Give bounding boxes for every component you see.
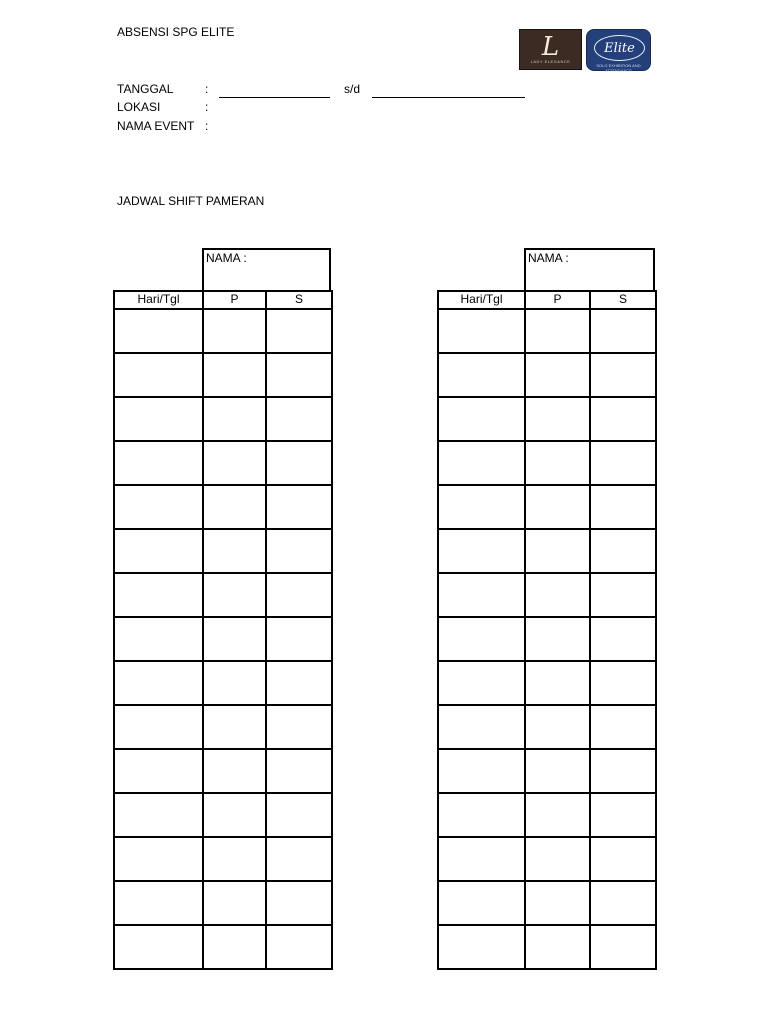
table-cell[interactable] — [590, 617, 656, 661]
table-row — [114, 353, 332, 397]
table-cell[interactable] — [525, 485, 590, 529]
table-row — [438, 485, 656, 529]
name-box-left[interactable] — [202, 248, 331, 292]
elite-logo-icon — [586, 29, 651, 71]
table-cell[interactable] — [114, 529, 203, 573]
field-colon-tanggal: : — [205, 82, 209, 96]
table-cell[interactable] — [525, 881, 590, 925]
table-cell[interactable] — [525, 749, 590, 793]
table-cell[interactable] — [590, 529, 656, 573]
column-header-left-0: Hari/Tgl — [114, 291, 203, 309]
table-row — [438, 925, 656, 969]
table-row — [438, 881, 656, 925]
table-row — [114, 705, 332, 749]
table-row — [438, 793, 656, 837]
table-cell[interactable] — [114, 749, 203, 793]
table-cell[interactable] — [590, 353, 656, 397]
table-cell[interactable] — [266, 705, 332, 749]
table-cell[interactable] — [266, 661, 332, 705]
table-row — [438, 529, 656, 573]
table-row — [114, 397, 332, 441]
table-cell[interactable] — [525, 353, 590, 397]
table-cell[interactable] — [203, 793, 266, 837]
table-cell[interactable] — [114, 925, 203, 969]
field-colon-nama-event: : — [205, 119, 209, 133]
table-cell[interactable] — [203, 617, 266, 661]
column-header-right-0: Hari/Tgl — [438, 291, 525, 309]
table-cell[interactable] — [525, 529, 590, 573]
table-row — [438, 837, 656, 881]
header-row-left — [114, 291, 332, 309]
table-cell[interactable] — [114, 441, 203, 485]
table-row — [438, 353, 656, 397]
table-cell[interactable] — [590, 397, 656, 441]
name-box-right[interactable] — [524, 248, 655, 292]
table-cell[interactable] — [525, 925, 590, 969]
table-cell[interactable] — [438, 705, 525, 749]
table-cell[interactable] — [203, 749, 266, 793]
table-cell[interactable] — [203, 881, 266, 925]
table-cell[interactable] — [203, 925, 266, 969]
field-label-tanggal: TANGGAL — [117, 82, 174, 96]
table-cell[interactable] — [114, 705, 203, 749]
elite-logo-tagline: SOLO EXHIBITION AND ATTENDANCE — [596, 63, 641, 73]
table-cell[interactable] — [266, 353, 332, 397]
table-cell[interactable] — [266, 793, 332, 837]
table-cell[interactable] — [114, 837, 203, 881]
header-row-right — [438, 291, 656, 309]
table-cell[interactable] — [266, 441, 332, 485]
table-row — [114, 617, 332, 661]
table-cell[interactable] — [203, 529, 266, 573]
table-row — [114, 441, 332, 485]
table-cell[interactable] — [525, 441, 590, 485]
table-cell[interactable] — [114, 617, 203, 661]
table-cell[interactable] — [590, 837, 656, 881]
table-cell[interactable] — [590, 573, 656, 617]
table-cell[interactable] — [590, 705, 656, 749]
table-cell[interactable] — [438, 617, 525, 661]
name-label-left: NAMA : — [206, 251, 247, 265]
table-row — [114, 837, 332, 881]
table-cell[interactable] — [266, 309, 332, 353]
table-row — [114, 661, 332, 705]
table-cell[interactable] — [266, 925, 332, 969]
table-cell[interactable] — [438, 397, 525, 441]
column-header-left-1: P — [203, 291, 266, 309]
table-cell[interactable] — [438, 353, 525, 397]
table-cell[interactable] — [590, 925, 656, 969]
field-colon-lokasi: : — [205, 100, 209, 114]
table-cell[interactable] — [590, 881, 656, 925]
table-row — [438, 749, 656, 793]
table-row — [114, 573, 332, 617]
table-cell[interactable] — [438, 793, 525, 837]
table-cell[interactable] — [203, 573, 266, 617]
table-cell[interactable] — [114, 573, 203, 617]
table-row — [114, 793, 332, 837]
lady-logo-letter: L — [541, 32, 560, 62]
table-cell[interactable] — [590, 749, 656, 793]
table-cell[interactable] — [266, 397, 332, 441]
field-label-nama-event: NAMA EVENT — [117, 119, 195, 133]
document-title: ABSENSI SPG ELITE — [117, 25, 235, 39]
table-cell[interactable] — [114, 397, 203, 441]
table-cell[interactable] — [590, 485, 656, 529]
table-cell[interactable] — [525, 309, 590, 353]
table-cell[interactable] — [266, 881, 332, 925]
table-cell[interactable] — [266, 529, 332, 573]
table-cell[interactable] — [266, 749, 332, 793]
table-cell[interactable] — [525, 397, 590, 441]
table-cell[interactable] — [203, 705, 266, 749]
table-cell[interactable] — [266, 573, 332, 617]
column-header-right-1: P — [525, 291, 590, 309]
table-row — [438, 661, 656, 705]
table-row — [438, 705, 656, 749]
table-cell[interactable] — [590, 793, 656, 837]
table-cell[interactable] — [525, 837, 590, 881]
table-cell[interactable] — [590, 441, 656, 485]
shift-table-right — [437, 290, 657, 970]
table-cell[interactable] — [203, 353, 266, 397]
table-cell[interactable] — [114, 353, 203, 397]
field-label-lokasi: LOKASI — [117, 100, 161, 114]
table-cell[interactable] — [114, 881, 203, 925]
table-row — [114, 749, 332, 793]
table-cell[interactable] — [114, 309, 203, 353]
table-cell[interactable] — [590, 661, 656, 705]
table-cell[interactable] — [438, 881, 525, 925]
elite-logo-ring — [594, 35, 645, 61]
table-cell[interactable] — [114, 485, 203, 529]
tanggal-end-line[interactable] — [372, 97, 525, 98]
table-cell[interactable] — [266, 617, 332, 661]
table-row — [114, 925, 332, 969]
table-row — [114, 881, 332, 925]
table-cell[interactable] — [203, 661, 266, 705]
table-row — [114, 529, 332, 573]
table-cell[interactable] — [438, 529, 525, 573]
table-cell[interactable] — [203, 485, 266, 529]
table-cell[interactable] — [438, 749, 525, 793]
table-cell[interactable] — [590, 309, 656, 353]
column-header-right-2: S — [590, 291, 656, 309]
section-title: JADWAL SHIFT PAMERAN — [117, 194, 265, 208]
table-cell[interactable] — [438, 661, 525, 705]
table-cell[interactable] — [114, 793, 203, 837]
table-row — [438, 617, 656, 661]
table-cell[interactable] — [525, 573, 590, 617]
table-cell[interactable] — [203, 837, 266, 881]
table-cell[interactable] — [438, 925, 525, 969]
table-cell[interactable] — [525, 793, 590, 837]
table-row — [114, 485, 332, 529]
table-cell[interactable] — [525, 705, 590, 749]
table-cell[interactable] — [114, 661, 203, 705]
table-cell[interactable] — [438, 837, 525, 881]
table-cell[interactable] — [525, 617, 590, 661]
table-cell[interactable] — [438, 309, 525, 353]
table-row — [438, 441, 656, 485]
table-cell[interactable] — [438, 485, 525, 529]
table-cell[interactable] — [525, 661, 590, 705]
lady-logo-text: LADY ELEGANCE — [530, 59, 571, 64]
table-cell[interactable] — [203, 397, 266, 441]
column-header-left-2: S — [266, 291, 332, 309]
table-row — [438, 573, 656, 617]
shift-table-left — [113, 290, 333, 970]
table-cell[interactable] — [266, 485, 332, 529]
lady-logo-icon — [519, 29, 582, 70]
table-row — [438, 309, 656, 353]
table-cell[interactable] — [266, 837, 332, 881]
table-cell[interactable] — [438, 441, 525, 485]
table-cell[interactable] — [203, 309, 266, 353]
date-range-separator: s/d — [344, 82, 361, 96]
name-label-right: NAMA : — [528, 251, 569, 265]
table-cell[interactable] — [203, 441, 266, 485]
table-row — [438, 397, 656, 441]
table-row — [114, 309, 332, 353]
elite-logo-word: Elite — [604, 40, 635, 56]
tanggal-start-line[interactable] — [219, 97, 330, 98]
table-cell[interactable] — [438, 573, 525, 617]
